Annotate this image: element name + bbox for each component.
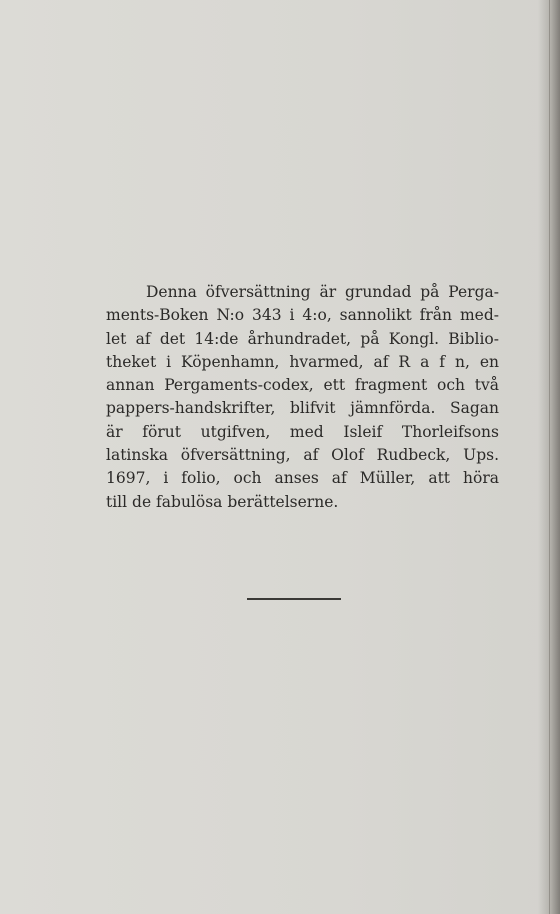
paragraph-line: ments-Boken N:o 343 i 4:o, sannolikt från med- xyxy=(106,306,499,325)
paragraph-line: latinska öfversättning, af Olof Rudbeck, Ups. xyxy=(106,446,499,465)
paragraph-line: till de fabulösa berättelserne. xyxy=(106,492,339,511)
page-edge-line xyxy=(549,0,551,914)
paragraph-line: theket i Köpenhamn, hvarmed, af R a f n, en xyxy=(106,352,499,371)
paragraph-line: pappers-handskrifter, blifvit jämnförda. Sagan xyxy=(106,399,499,418)
paragraph-line: let af det 14:de århundradet, på Kongl. Biblio- xyxy=(106,329,499,348)
note-paragraph xyxy=(106,281,499,514)
paragraph-line: är förut utgifven, med Isleif Thorleifsons xyxy=(106,422,499,441)
section-divider-rule xyxy=(247,598,341,600)
paragraph-line: Denna öfversättning är grundad på Perga- xyxy=(146,283,499,301)
paragraph-line: 1697, i folio, och anses af Müller, att höra xyxy=(106,469,499,488)
paragraph-line: annan Pergaments-codex, ett fragment och två xyxy=(106,376,499,395)
